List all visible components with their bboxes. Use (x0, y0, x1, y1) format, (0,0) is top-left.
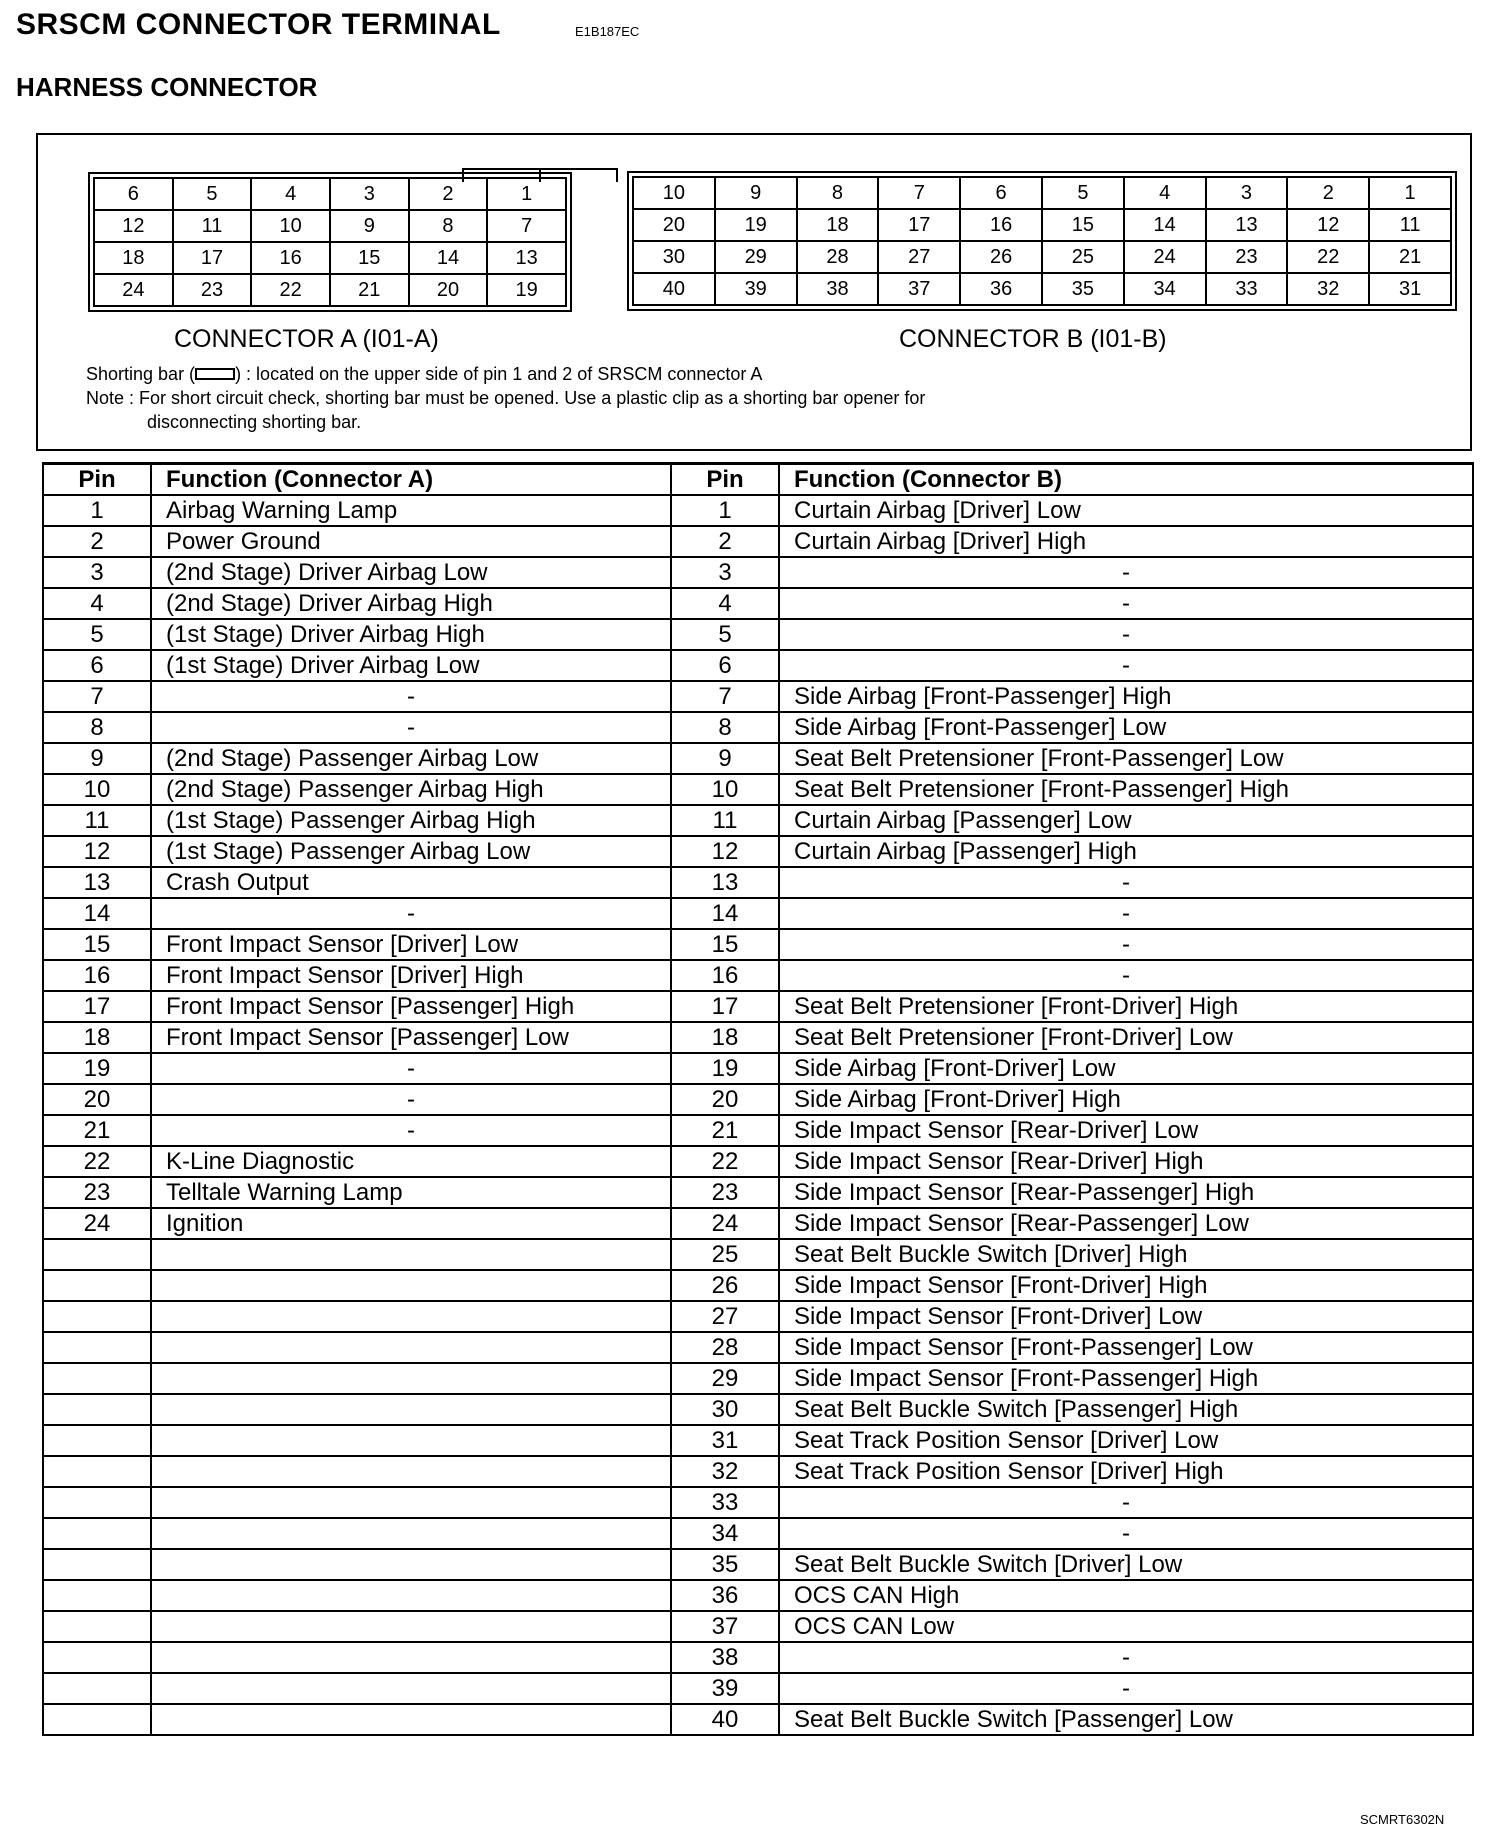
connector-a-pin-cell: 13 (487, 242, 566, 274)
pin-a-cell: 19 (43, 1053, 151, 1084)
table-row (43, 1673, 1473, 1704)
connector-b-diagram (627, 171, 1457, 311)
connector-b-row (633, 273, 1451, 305)
function-a-cell: (1st Stage) Passenger Airbag Low (151, 836, 671, 867)
function-b-cell: Side Impact Sensor [Rear-Driver] High (779, 1146, 1473, 1177)
header-function-b: Function (Connector B) (779, 464, 1473, 496)
function-a-cell: Ignition (151, 1208, 671, 1239)
function-a-cell: - (151, 681, 671, 712)
connector-b-pin-cell: 39 (715, 273, 797, 305)
pin-b-cell: 15 (671, 929, 779, 960)
pin-b-cell: 2 (671, 526, 779, 557)
table-row (43, 1611, 1473, 1642)
connector-b-pin-cell: 21 (1369, 241, 1451, 273)
pin-a-cell (43, 1642, 151, 1673)
function-b-cell: - (779, 929, 1473, 960)
function-a-cell: (1st Stage) Driver Airbag Low (151, 650, 671, 681)
function-a-cell (151, 1580, 671, 1611)
connector-b-pin-cell: 12 (1287, 209, 1369, 241)
function-a-cell: Crash Output (151, 867, 671, 898)
connector-b-row (633, 177, 1451, 209)
pin-b-cell: 30 (671, 1394, 779, 1425)
table-row (43, 1425, 1473, 1456)
function-b-cell: Seat Belt Pretensioner [Front-Passenger] High (779, 774, 1473, 805)
connector-b-pin-cell: 23 (1206, 241, 1288, 273)
function-a-cell: (1st Stage) Driver Airbag High (151, 619, 671, 650)
connector-b-pin-cell: 34 (1124, 273, 1206, 305)
connector-a-pin-cell: 7 (487, 210, 566, 242)
connector-b-pin-cell: 28 (797, 241, 879, 273)
table-row (43, 1394, 1473, 1425)
pin-b-cell: 24 (671, 1208, 779, 1239)
connector-a-pin-cell: 11 (173, 210, 252, 242)
connector-b-pin-cell: 9 (715, 177, 797, 209)
connector-b-pin-cell: 4 (1124, 177, 1206, 209)
document-code: E1B187EC (575, 24, 640, 39)
shorting-bar-note-prefix: Shorting bar ( (86, 364, 196, 384)
connector-b-pin-cell: 32 (1287, 273, 1369, 305)
shorting-bar-icon (195, 368, 235, 380)
table-row (43, 1053, 1473, 1084)
shorting-bar-note-suffix: ) : located on the upper side of pin 1 and 2 of SRSCM connector A (235, 364, 763, 384)
table-row (43, 1332, 1473, 1363)
connector-b-label: CONNECTOR B (I01-B) (899, 325, 1167, 353)
connector-b-pin-cell: 20 (633, 209, 715, 241)
pin-b-cell: 3 (671, 557, 779, 588)
pin-a-cell: 13 (43, 867, 151, 898)
function-a-cell (151, 1456, 671, 1487)
pin-a-cell: 21 (43, 1115, 151, 1146)
connector-b-pin-grid (632, 176, 1452, 306)
pin-a-cell (43, 1456, 151, 1487)
function-b-cell: OCS CAN High (779, 1580, 1473, 1611)
pin-b-cell: 37 (671, 1611, 779, 1642)
pin-a-cell: 12 (43, 836, 151, 867)
function-a-cell (151, 1611, 671, 1642)
pin-b-cell: 10 (671, 774, 779, 805)
pin-b-cell: 7 (671, 681, 779, 712)
connector-a-pin-cell: 3 (330, 178, 409, 210)
function-a-cell (151, 1425, 671, 1456)
pin-a-cell (43, 1270, 151, 1301)
connector-b-pin-cell: 30 (633, 241, 715, 273)
table-row (43, 1239, 1473, 1270)
function-a-cell: K-Line Diagnostic (151, 1146, 671, 1177)
pin-b-cell: 8 (671, 712, 779, 743)
function-a-cell: - (151, 712, 671, 743)
function-a-cell (151, 1332, 671, 1363)
table-row (43, 681, 1473, 712)
table-row (43, 712, 1473, 743)
function-a-cell: Front Impact Sensor [Passenger] High (151, 991, 671, 1022)
table-row (43, 774, 1473, 805)
table-row (43, 836, 1473, 867)
connector-a-pin-cell: 6 (94, 178, 173, 210)
pin-a-cell: 17 (43, 991, 151, 1022)
pin-a-cell: 1 (43, 495, 151, 526)
pin-b-cell: 26 (671, 1270, 779, 1301)
pin-a-cell (43, 1580, 151, 1611)
pin-a-cell: 3 (43, 557, 151, 588)
function-b-cell: Seat Belt Buckle Switch [Passenger] Low (779, 1704, 1473, 1735)
connector-b-pin-cell: 15 (1042, 209, 1124, 241)
pin-a-cell: 14 (43, 898, 151, 929)
connector-a-row (94, 178, 566, 210)
connector-b-pin-cell: 16 (960, 209, 1042, 241)
function-a-cell: - (151, 1053, 671, 1084)
connector-b-pin-cell: 35 (1042, 273, 1124, 305)
function-a-cell: - (151, 898, 671, 929)
pin-a-cell (43, 1363, 151, 1394)
function-b-cell: - (779, 557, 1473, 588)
table-row (43, 1580, 1473, 1611)
pin-a-cell: 5 (43, 619, 151, 650)
connector-b-pin-cell: 24 (1124, 241, 1206, 273)
pin-a-cell (43, 1425, 151, 1456)
pin-a-cell: 7 (43, 681, 151, 712)
connector-a-pin-cell: 9 (330, 210, 409, 242)
connector-a-pin-cell: 5 (173, 178, 252, 210)
pin-b-cell: 13 (671, 867, 779, 898)
pin-a-cell: 16 (43, 960, 151, 991)
pin-a-cell: 11 (43, 805, 151, 836)
connector-a-pin-cell: 23 (173, 274, 252, 306)
pin-a-cell: 2 (43, 526, 151, 557)
connector-b-pin-cell: 19 (715, 209, 797, 241)
function-b-cell: Side Airbag [Front-Passenger] High (779, 681, 1473, 712)
pin-b-cell: 19 (671, 1053, 779, 1084)
function-a-cell (151, 1270, 671, 1301)
connector-b-pin-cell: 5 (1042, 177, 1124, 209)
function-b-cell: Side Impact Sensor [Front-Passenger] Low (779, 1332, 1473, 1363)
table-row (43, 898, 1473, 929)
connector-b-pin-cell: 8 (797, 177, 879, 209)
table-row (43, 1208, 1473, 1239)
function-b-cell: Side Impact Sensor [Rear-Passenger] Low (779, 1208, 1473, 1239)
connector-b-pin-cell: 2 (1287, 177, 1369, 209)
pin-b-cell: 6 (671, 650, 779, 681)
function-b-cell: Side Impact Sensor [Front-Driver] High (779, 1270, 1473, 1301)
connector-a-pin-cell: 24 (94, 274, 173, 306)
pin-b-cell: 5 (671, 619, 779, 650)
connector-a-diagram (88, 172, 572, 312)
table-row (43, 743, 1473, 774)
pin-b-cell: 11 (671, 805, 779, 836)
function-a-cell (151, 1239, 671, 1270)
table-row (43, 960, 1473, 991)
function-a-cell: (2nd Stage) Driver Airbag High (151, 588, 671, 619)
connector-b-pin-cell: 36 (960, 273, 1042, 305)
pin-b-cell: 12 (671, 836, 779, 867)
table-row (43, 1177, 1473, 1208)
function-b-cell: Curtain Airbag [Driver] Low (779, 495, 1473, 526)
connector-b-pin-cell: 31 (1369, 273, 1451, 305)
table-row (43, 805, 1473, 836)
connector-a-pin-cell: 8 (409, 210, 488, 242)
connector-a-pin-cell: 17 (173, 242, 252, 274)
function-b-cell: - (779, 650, 1473, 681)
connector-a-pin-cell: 20 (409, 274, 488, 306)
header-function-a: Function (Connector A) (151, 464, 671, 496)
function-b-cell: - (779, 1642, 1473, 1673)
connector-a-pin-cell: 4 (251, 178, 330, 210)
connector-b-row (633, 209, 1451, 241)
pin-function-table (42, 462, 1474, 1736)
function-b-cell: Curtain Airbag [Passenger] High (779, 836, 1473, 867)
function-a-cell: Front Impact Sensor [Passenger] Low (151, 1022, 671, 1053)
table-row (43, 1022, 1473, 1053)
shorting-bar-note (86, 363, 762, 385)
connector-a-row (94, 274, 566, 306)
note-line-1: Note : For short circuit check, shorting bar must be opened. Use a plastic clip as a shorting bar opener for (86, 388, 926, 408)
page-title: SRSCM CONNECTOR TERMINAL (16, 8, 501, 41)
pin-b-cell: 36 (671, 1580, 779, 1611)
table-row (43, 1301, 1473, 1332)
pin-b-cell: 40 (671, 1704, 779, 1735)
table-row (43, 495, 1473, 526)
pin-b-cell: 28 (671, 1332, 779, 1363)
table-row (43, 1146, 1473, 1177)
function-b-cell: Curtain Airbag [Passenger] Low (779, 805, 1473, 836)
function-b-cell: - (779, 1518, 1473, 1549)
function-b-cell: OCS CAN Low (779, 1611, 1473, 1642)
pin-a-cell (43, 1487, 151, 1518)
connector-b-pin-cell: 37 (878, 273, 960, 305)
function-a-cell (151, 1642, 671, 1673)
connector-b-pin-cell: 14 (1124, 209, 1206, 241)
table-row (43, 557, 1473, 588)
connector-a-pin-cell: 14 (409, 242, 488, 274)
function-b-cell: Side Airbag [Front-Driver] High (779, 1084, 1473, 1115)
function-b-cell: Seat Belt Buckle Switch [Driver] Low (779, 1549, 1473, 1580)
table-row (43, 1487, 1473, 1518)
connector-a-row (94, 210, 566, 242)
connector-a-pin-cell: 19 (487, 274, 566, 306)
pin-a-cell: 6 (43, 650, 151, 681)
function-b-cell: - (779, 867, 1473, 898)
function-b-cell: Side Impact Sensor [Front-Driver] Low (779, 1301, 1473, 1332)
function-b-cell: Seat Track Position Sensor [Driver] Low (779, 1425, 1473, 1456)
function-a-cell: (2nd Stage) Driver Airbag Low (151, 557, 671, 588)
connector-b-pin-cell: 22 (1287, 241, 1369, 273)
pin-b-cell: 27 (671, 1301, 779, 1332)
connector-b-pin-cell: 7 (878, 177, 960, 209)
table-row (43, 1642, 1473, 1673)
table-row (43, 991, 1473, 1022)
pin-b-cell: 17 (671, 991, 779, 1022)
function-b-cell: Seat Belt Buckle Switch [Passenger] High (779, 1394, 1473, 1425)
function-a-cell: Front Impact Sensor [Driver] Low (151, 929, 671, 960)
pin-a-cell (43, 1704, 151, 1735)
connector-b-pin-cell: 17 (878, 209, 960, 241)
function-b-cell: Seat Belt Pretensioner [Front-Passenger] Low (779, 743, 1473, 774)
connector-b-pin-cell: 27 (878, 241, 960, 273)
pin-b-cell: 14 (671, 898, 779, 929)
pin-b-cell: 33 (671, 1487, 779, 1518)
pin-a-cell (43, 1301, 151, 1332)
table-row (43, 867, 1473, 898)
connector-a-label: CONNECTOR A (I01-A) (174, 325, 439, 353)
function-a-cell (151, 1704, 671, 1735)
connector-a-pin-cell: 12 (94, 210, 173, 242)
connector-b-pin-cell: 10 (633, 177, 715, 209)
table-row (43, 929, 1473, 960)
function-a-cell: Power Ground (151, 526, 671, 557)
pin-b-cell: 29 (671, 1363, 779, 1394)
pin-b-cell: 39 (671, 1673, 779, 1704)
connector-b-row (633, 241, 1451, 273)
connector-b-pin-cell: 26 (960, 241, 1042, 273)
connector-b-pin-cell: 3 (1206, 177, 1288, 209)
pin-b-cell: 4 (671, 588, 779, 619)
table-row (43, 526, 1473, 557)
function-a-cell: - (151, 1115, 671, 1146)
pin-b-cell: 38 (671, 1642, 779, 1673)
pin-b-cell: 25 (671, 1239, 779, 1270)
pin-a-cell (43, 1549, 151, 1580)
pin-b-cell: 16 (671, 960, 779, 991)
pin-a-cell (43, 1239, 151, 1270)
function-b-cell: Side Impact Sensor [Rear-Driver] Low (779, 1115, 1473, 1146)
pin-a-cell: 18 (43, 1022, 151, 1053)
function-b-cell: Seat Track Position Sensor [Driver] High (779, 1456, 1473, 1487)
function-a-cell: (2nd Stage) Passenger Airbag Low (151, 743, 671, 774)
function-b-cell: - (779, 588, 1473, 619)
connector-b-pin-cell: 40 (633, 273, 715, 305)
function-a-cell (151, 1518, 671, 1549)
shorting-bar-latch (462, 168, 618, 182)
function-b-cell: Side Airbag [Front-Passenger] Low (779, 712, 1473, 743)
function-a-cell (151, 1394, 671, 1425)
connector-a-pin-cell: 1 (487, 178, 566, 210)
connector-a-pin-cell: 22 (251, 274, 330, 306)
pin-b-cell: 21 (671, 1115, 779, 1146)
pin-a-cell (43, 1611, 151, 1642)
pin-b-cell: 18 (671, 1022, 779, 1053)
connector-b-pin-cell: 13 (1206, 209, 1288, 241)
function-b-cell: Seat Belt Pretensioner [Front-Driver] High (779, 991, 1473, 1022)
pin-a-cell: 8 (43, 712, 151, 743)
function-a-cell: Airbag Warning Lamp (151, 495, 671, 526)
function-a-cell: Telltale Warning Lamp (151, 1177, 671, 1208)
pin-a-cell: 23 (43, 1177, 151, 1208)
connector-a-pin-grid (93, 177, 567, 307)
function-a-cell (151, 1487, 671, 1518)
connector-figure (36, 133, 1472, 451)
pin-a-cell (43, 1673, 151, 1704)
function-a-cell: - (151, 1084, 671, 1115)
connector-b-pin-cell: 18 (797, 209, 879, 241)
pin-a-cell (43, 1518, 151, 1549)
connector-a-pin-cell: 2 (409, 178, 488, 210)
table-row (43, 1363, 1473, 1394)
connector-a-pin-cell: 21 (330, 274, 409, 306)
function-a-cell: (1st Stage) Passenger Airbag High (151, 805, 671, 836)
pin-a-cell: 10 (43, 774, 151, 805)
connector-a-pin-cell: 10 (251, 210, 330, 242)
connector-a-row (94, 242, 566, 274)
connector-b-pin-cell: 1 (1369, 177, 1451, 209)
section-heading: HARNESS CONNECTOR (16, 72, 318, 102)
function-a-cell: Front Impact Sensor [Driver] High (151, 960, 671, 991)
function-b-cell: Curtain Airbag [Driver] High (779, 526, 1473, 557)
function-b-cell: - (779, 1673, 1473, 1704)
connector-b-pin-cell: 38 (797, 273, 879, 305)
function-b-cell: - (779, 898, 1473, 929)
connector-b-pin-cell: 6 (960, 177, 1042, 209)
pin-b-cell: 9 (671, 743, 779, 774)
table-row (43, 1704, 1473, 1735)
table-row (43, 650, 1473, 681)
pin-a-cell: 20 (43, 1084, 151, 1115)
connector-b-pin-cell: 11 (1369, 209, 1451, 241)
pin-b-cell: 31 (671, 1425, 779, 1456)
table-row (43, 1270, 1473, 1301)
pin-b-cell: 1 (671, 495, 779, 526)
function-b-cell: - (779, 960, 1473, 991)
pin-a-cell (43, 1332, 151, 1363)
function-b-cell: - (779, 619, 1473, 650)
function-a-cell: (2nd Stage) Passenger Airbag High (151, 774, 671, 805)
pin-b-cell: 32 (671, 1456, 779, 1487)
connector-b-pin-cell: 25 (1042, 241, 1124, 273)
pin-b-cell: 34 (671, 1518, 779, 1549)
function-a-cell (151, 1363, 671, 1394)
table-row (43, 1115, 1473, 1146)
connector-b-pin-cell: 29 (715, 241, 797, 273)
table-row (43, 1456, 1473, 1487)
connector-b-pin-cell: 33 (1206, 273, 1288, 305)
connector-a-pin-cell: 18 (94, 242, 173, 274)
function-a-cell (151, 1549, 671, 1580)
table-row (43, 1549, 1473, 1580)
table-row (43, 1084, 1473, 1115)
pin-a-cell: 24 (43, 1208, 151, 1239)
function-b-cell: Seat Belt Buckle Switch [Driver] High (779, 1239, 1473, 1270)
function-b-cell: Side Airbag [Front-Driver] Low (779, 1053, 1473, 1084)
header-pin-b: Pin (671, 464, 779, 496)
pin-b-cell: 35 (671, 1549, 779, 1580)
function-b-cell: Seat Belt Pretensioner [Front-Driver] Low (779, 1022, 1473, 1053)
figure-code: SCMRT6302N (1360, 1812, 1445, 1827)
header-pin-a: Pin (43, 464, 151, 496)
function-b-cell: Side Impact Sensor [Front-Passenger] High (779, 1363, 1473, 1394)
note-line-2: disconnecting shorting bar. (147, 412, 362, 432)
pin-a-cell: 9 (43, 743, 151, 774)
function-b-cell: Side Impact Sensor [Rear-Passenger] High (779, 1177, 1473, 1208)
table-row (43, 619, 1473, 650)
pin-a-cell (43, 1394, 151, 1425)
function-a-cell (151, 1301, 671, 1332)
pin-b-cell: 23 (671, 1177, 779, 1208)
pin-b-cell: 22 (671, 1146, 779, 1177)
connector-a-pin-cell: 15 (330, 242, 409, 274)
connector-a-pin-cell: 16 (251, 242, 330, 274)
function-b-cell: - (779, 1487, 1473, 1518)
pin-a-cell: 4 (43, 588, 151, 619)
pin-a-cell: 22 (43, 1146, 151, 1177)
table-row (43, 1518, 1473, 1549)
table-row (43, 588, 1473, 619)
pin-a-cell: 15 (43, 929, 151, 960)
function-a-cell (151, 1673, 671, 1704)
pin-b-cell: 20 (671, 1084, 779, 1115)
